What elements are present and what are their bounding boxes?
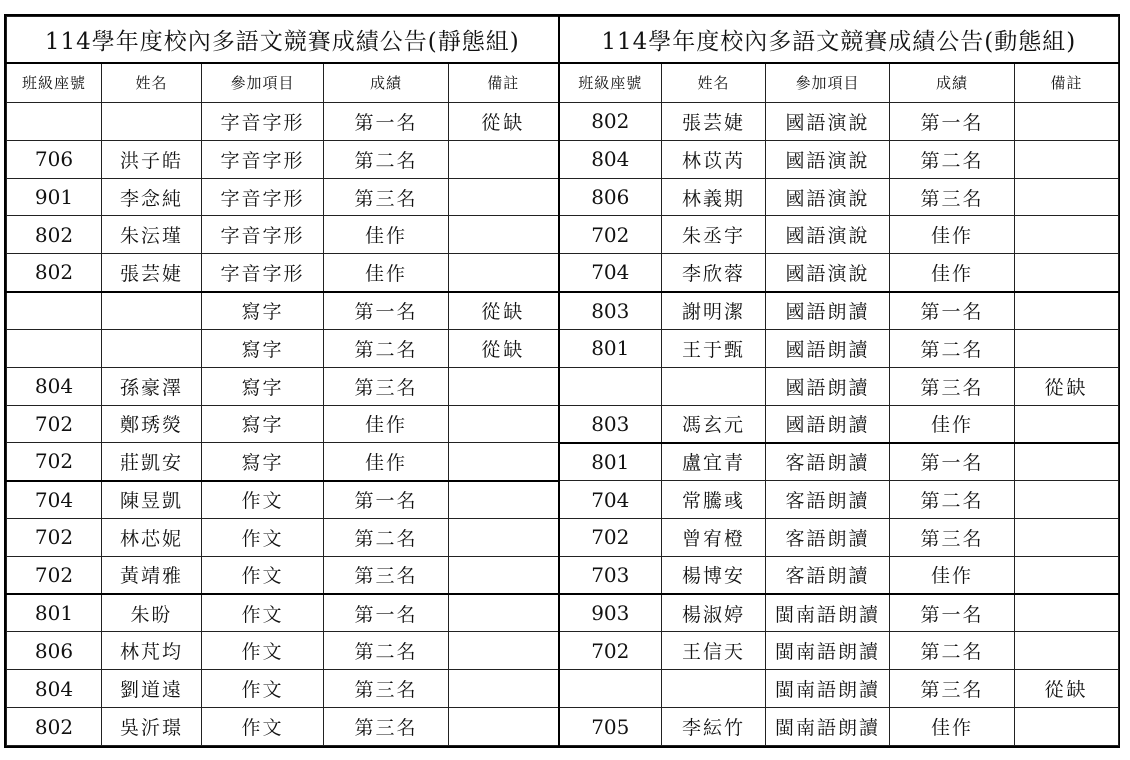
static-class-seat-cell: 901 [7, 178, 102, 216]
static-name-cell: 莊凱安 [102, 443, 202, 481]
dynamic-result-cell: 第三名 [890, 518, 1015, 556]
static-col-note: 備註 [449, 63, 559, 103]
dynamic-result-cell: 第一名 [890, 443, 1015, 481]
dynamic-class-seat-cell: 801 [559, 329, 662, 367]
static-item-cell: 作文 [202, 670, 324, 708]
static-class-seat-cell: 706 [7, 140, 102, 178]
dynamic-note-cell [1015, 216, 1119, 254]
dynamic-class-seat-cell: 804 [559, 140, 662, 178]
dynamic-col-note: 備註 [1015, 63, 1119, 103]
dynamic-note-cell [1015, 518, 1119, 556]
static-item-cell: 作文 [202, 556, 324, 594]
static-col-item: 參加項目 [202, 63, 324, 103]
static-note-cell [449, 632, 559, 670]
dynamic-result-cell: 第三名 [890, 178, 1015, 216]
dynamic-note-cell [1015, 556, 1119, 594]
static-note-cell [449, 140, 559, 178]
dynamic-name-cell: 楊博安 [662, 556, 766, 594]
static-name-cell: 林芃均 [102, 632, 202, 670]
table-row [7, 632, 1119, 670]
dynamic-result-cell: 第二名 [890, 632, 1015, 670]
static-note-cell [449, 670, 559, 708]
static-item-cell: 字音字形 [202, 178, 324, 216]
static-item-cell: 寫字 [202, 367, 324, 405]
dynamic-result-cell: 第三名 [890, 670, 1015, 708]
dynamic-note-cell [1015, 443, 1119, 481]
static-class-seat-cell: 804 [7, 670, 102, 708]
static-item-cell: 寫字 [202, 329, 324, 367]
static-class-seat-cell: 804 [7, 367, 102, 405]
static-name-cell: 陳昱凱 [102, 481, 202, 519]
dynamic-item-cell: 國語朗讀 [766, 367, 890, 405]
static-col-result: 成績 [324, 63, 449, 103]
static-class-seat-cell: 702 [7, 556, 102, 594]
static-note-cell [449, 405, 559, 443]
static-class-seat-cell [7, 292, 102, 330]
dynamic-result-cell: 佳作 [890, 556, 1015, 594]
static-name-cell: 林芯妮 [102, 518, 202, 556]
dynamic-name-cell: 張芸婕 [662, 103, 766, 141]
static-name-cell: 孫豪澤 [102, 367, 202, 405]
table-row [7, 178, 1119, 216]
dynamic-result-cell: 第一名 [890, 292, 1015, 330]
static-note-cell [449, 556, 559, 594]
static-class-seat-cell: 802 [7, 216, 102, 254]
static-result-cell: 第一名 [324, 292, 449, 330]
dynamic-class-seat-cell: 703 [559, 556, 662, 594]
dynamic-result-cell: 第一名 [890, 103, 1015, 141]
dynamic-item-cell: 國語演說 [766, 140, 890, 178]
static-class-seat-cell: 702 [7, 518, 102, 556]
table-row [7, 329, 1119, 367]
static-name-cell: 朱昐 [102, 594, 202, 632]
static-result-cell: 佳作 [324, 405, 449, 443]
dynamic-item-cell: 客語朗讀 [766, 556, 890, 594]
table-row [7, 367, 1119, 405]
dynamic-result-cell: 佳作 [890, 405, 1015, 443]
static-result-cell: 第三名 [324, 708, 449, 746]
static-name-cell [102, 292, 202, 330]
static-name-cell: 洪子皓 [102, 140, 202, 178]
dynamic-class-seat-cell: 702 [559, 632, 662, 670]
static-result-cell: 第一名 [324, 103, 449, 141]
table-row [7, 140, 1119, 178]
table-row [7, 254, 1119, 292]
static-item-cell: 作文 [202, 518, 324, 556]
static-result-cell: 第三名 [324, 178, 449, 216]
dynamic-result-cell: 佳作 [890, 254, 1015, 292]
dynamic-item-cell: 國語演說 [766, 103, 890, 141]
dynamic-result-cell: 第二名 [890, 140, 1015, 178]
static-note-cell [449, 594, 559, 632]
table-row [7, 594, 1119, 632]
dynamic-note-cell [1015, 632, 1119, 670]
dynamic-class-seat-cell: 806 [559, 178, 662, 216]
dynamic-result-cell: 第三名 [890, 367, 1015, 405]
static-result-cell: 第一名 [324, 481, 449, 519]
dynamic-class-seat-cell [559, 367, 662, 405]
dynamic-col-result: 成績 [890, 63, 1015, 103]
static-name-cell: 鄭琇熒 [102, 405, 202, 443]
static-result-cell: 第二名 [324, 518, 449, 556]
dynamic-name-cell: 王于甄 [662, 329, 766, 367]
static-col-name: 姓名 [102, 63, 202, 103]
dynamic-note-cell [1015, 405, 1119, 443]
static-note-cell [449, 481, 559, 519]
dynamic-name-cell: 常騰彧 [662, 481, 766, 519]
dynamic-class-seat-cell: 702 [559, 518, 662, 556]
dynamic-note-cell [1015, 254, 1119, 292]
static-result-cell: 佳作 [324, 254, 449, 292]
static-group-title: 114學年度校內多語文競賽成績公告(靜態組) [7, 17, 559, 63]
static-result-cell: 第二名 [324, 140, 449, 178]
static-item-cell: 寫字 [202, 405, 324, 443]
static-result-cell: 第二名 [324, 632, 449, 670]
static-note-cell [449, 708, 559, 746]
dynamic-note-cell: 從缺 [1015, 670, 1119, 708]
static-name-cell: 張芸婕 [102, 254, 202, 292]
static-class-seat-cell [7, 103, 102, 141]
static-result-cell: 第一名 [324, 594, 449, 632]
dynamic-class-seat-cell: 803 [559, 292, 662, 330]
dynamic-name-cell [662, 367, 766, 405]
static-note-cell [449, 178, 559, 216]
dynamic-group-title: 114學年度校內多語文競賽成績公告(動態組) [559, 17, 1119, 63]
dynamic-class-seat-cell: 702 [559, 216, 662, 254]
static-result-cell: 第三名 [324, 367, 449, 405]
dynamic-col-class: 班級座號 [559, 63, 662, 103]
dynamic-note-cell [1015, 481, 1119, 519]
dynamic-result-cell: 第二名 [890, 329, 1015, 367]
dynamic-class-seat-cell: 802 [559, 103, 662, 141]
static-item-cell: 作文 [202, 708, 324, 746]
static-note-cell [449, 443, 559, 481]
dynamic-class-seat-cell: 705 [559, 708, 662, 746]
dynamic-note-cell [1015, 708, 1119, 746]
dynamic-result-cell: 佳作 [890, 708, 1015, 746]
static-name-cell: 吳沂璟 [102, 708, 202, 746]
static-item-cell: 字音字形 [202, 254, 324, 292]
dynamic-class-seat-cell: 801 [559, 443, 662, 481]
dynamic-note-cell [1015, 140, 1119, 178]
static-result-cell: 第三名 [324, 670, 449, 708]
dynamic-name-cell: 盧宜青 [662, 443, 766, 481]
dynamic-name-cell: 朱丞宇 [662, 216, 766, 254]
dynamic-class-seat-cell [559, 670, 662, 708]
static-name-cell [102, 103, 202, 141]
static-class-seat-cell: 801 [7, 594, 102, 632]
dynamic-name-cell: 李紜竹 [662, 708, 766, 746]
static-note-cell [449, 367, 559, 405]
dynamic-note-cell [1015, 329, 1119, 367]
table-row [7, 481, 1119, 519]
static-note-cell: 從缺 [449, 103, 559, 141]
table-row [7, 405, 1119, 443]
static-class-seat-cell [7, 329, 102, 367]
table-row [7, 103, 1119, 141]
static-item-cell: 寫字 [202, 443, 324, 481]
dynamic-name-cell [662, 670, 766, 708]
static-item-cell: 寫字 [202, 292, 324, 330]
dynamic-item-cell: 國語朗讀 [766, 292, 890, 330]
static-item-cell: 字音字形 [202, 216, 324, 254]
dynamic-item-cell: 國語朗讀 [766, 405, 890, 443]
dynamic-class-seat-cell: 903 [559, 594, 662, 632]
dynamic-result-cell: 第二名 [890, 481, 1015, 519]
dynamic-class-seat-cell: 704 [559, 481, 662, 519]
static-item-cell: 字音字形 [202, 140, 324, 178]
dynamic-item-cell: 國語演說 [766, 216, 890, 254]
dynamic-col-name: 姓名 [662, 63, 766, 103]
table-row [7, 216, 1119, 254]
dynamic-item-cell: 閩南語朗讀 [766, 670, 890, 708]
dynamic-result-cell: 佳作 [890, 216, 1015, 254]
dynamic-name-cell: 李欣蓉 [662, 254, 766, 292]
results-sheet [4, 14, 1120, 748]
static-name-cell: 黃靖雅 [102, 556, 202, 594]
table-row [7, 556, 1119, 594]
header-row [7, 63, 1119, 103]
static-class-seat-cell: 802 [7, 254, 102, 292]
dynamic-name-cell: 謝明潔 [662, 292, 766, 330]
dynamic-item-cell: 國語演說 [766, 178, 890, 216]
results-body [7, 103, 1119, 746]
dynamic-note-cell [1015, 292, 1119, 330]
static-class-seat-cell: 802 [7, 708, 102, 746]
dynamic-name-cell: 王信天 [662, 632, 766, 670]
dynamic-name-cell: 曾宥橙 [662, 518, 766, 556]
dynamic-item-cell: 客語朗讀 [766, 518, 890, 556]
dynamic-note-cell [1015, 103, 1119, 141]
static-col-class: 班級座號 [7, 63, 102, 103]
static-name-cell: 李念純 [102, 178, 202, 216]
table-row [7, 518, 1119, 556]
dynamic-item-cell: 閩南語朗讀 [766, 632, 890, 670]
static-item-cell: 作文 [202, 481, 324, 519]
static-name-cell: 劉道遠 [102, 670, 202, 708]
static-result-cell: 第三名 [324, 556, 449, 594]
dynamic-item-cell: 客語朗讀 [766, 443, 890, 481]
dynamic-item-cell: 客語朗讀 [766, 481, 890, 519]
results-table [6, 16, 1119, 746]
dynamic-class-seat-cell: 704 [559, 254, 662, 292]
dynamic-item-cell: 閩南語朗讀 [766, 594, 890, 632]
dynamic-item-cell: 國語朗讀 [766, 329, 890, 367]
dynamic-col-item: 參加項目 [766, 63, 890, 103]
static-note-cell [449, 254, 559, 292]
table-row [7, 292, 1119, 330]
static-item-cell: 作文 [202, 594, 324, 632]
static-class-seat-cell: 704 [7, 481, 102, 519]
static-result-cell: 佳作 [324, 443, 449, 481]
static-class-seat-cell: 702 [7, 443, 102, 481]
dynamic-name-cell: 馮玄元 [662, 405, 766, 443]
dynamic-note-cell: 從缺 [1015, 367, 1119, 405]
static-item-cell: 字音字形 [202, 103, 324, 141]
dynamic-name-cell: 楊淑婷 [662, 594, 766, 632]
dynamic-note-cell [1015, 178, 1119, 216]
static-class-seat-cell: 806 [7, 632, 102, 670]
static-note-cell [449, 518, 559, 556]
dynamic-item-cell: 閩南語朗讀 [766, 708, 890, 746]
static-item-cell: 作文 [202, 632, 324, 670]
static-note-cell: 從缺 [449, 292, 559, 330]
static-result-cell: 佳作 [324, 216, 449, 254]
static-note-cell [449, 216, 559, 254]
static-note-cell: 從缺 [449, 329, 559, 367]
dynamic-name-cell: 林義期 [662, 178, 766, 216]
title-row [7, 17, 1119, 63]
dynamic-class-seat-cell: 803 [559, 405, 662, 443]
dynamic-item-cell: 國語演說 [766, 254, 890, 292]
table-row [7, 670, 1119, 708]
static-class-seat-cell: 702 [7, 405, 102, 443]
dynamic-result-cell: 第一名 [890, 594, 1015, 632]
static-name-cell: 朱沄瑾 [102, 216, 202, 254]
static-name-cell [102, 329, 202, 367]
table-row [7, 708, 1119, 746]
dynamic-name-cell: 林苡芮 [662, 140, 766, 178]
table-row [7, 443, 1119, 481]
dynamic-note-cell [1015, 594, 1119, 632]
static-result-cell: 第二名 [324, 329, 449, 367]
